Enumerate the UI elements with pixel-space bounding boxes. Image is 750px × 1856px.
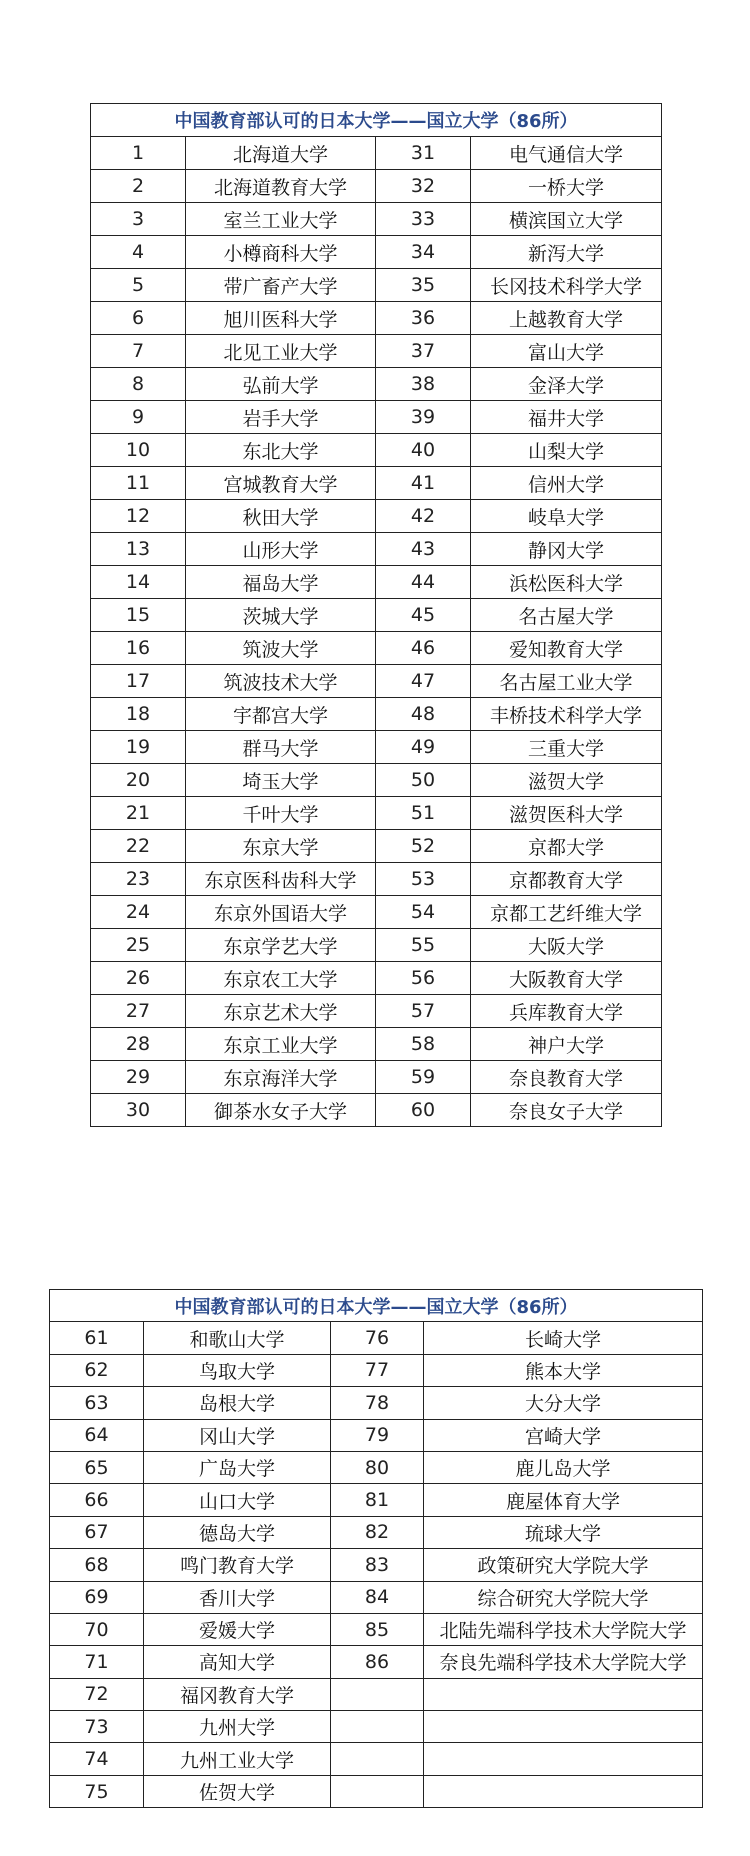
rank-number-right: 50 [376,764,471,797]
rank-number-right: 46 [376,632,471,665]
rank-number-right: 85 [331,1613,424,1645]
rank-number-right: 37 [376,335,471,368]
university-name-left: 爱媛大学 [144,1613,331,1645]
table-row [91,797,662,830]
table-row [91,1028,662,1061]
university-name-left: 宫城教育大学 [186,467,376,500]
rank-number-right: 52 [376,830,471,863]
university-name-right: 长冈技术科学大学 [471,269,662,302]
rank-number-right: 78 [331,1387,424,1419]
university-name-right: 京都大学 [471,830,662,863]
rank-number-left: 70 [50,1613,144,1645]
rank-number-left: 20 [91,764,186,797]
rank-number-right: 38 [376,368,471,401]
university-name-right: 浜松医科大学 [471,566,662,599]
rank-number-left: 73 [50,1711,144,1743]
table-row [50,1581,703,1613]
rank-number-right: 60 [376,1094,471,1127]
university-name-right [424,1711,703,1743]
university-name-right: 名古屋工业大学 [471,665,662,698]
university-name-right: 滋贺医科大学 [471,797,662,830]
university-name-right: 兵库教育大学 [471,995,662,1028]
table-row [91,698,662,731]
university-name-left: 东京学艺大学 [186,929,376,962]
university-name-left: 筑波大学 [186,632,376,665]
university-name-left: 岛根大学 [144,1387,331,1419]
university-name-left: 东京工业大学 [186,1028,376,1061]
university-name-right: 三重大学 [471,731,662,764]
rank-number-right: 53 [376,863,471,896]
rank-number-left: 61 [50,1322,144,1354]
rank-number-left: 5 [91,269,186,302]
university-name-right: 名古屋大学 [471,599,662,632]
university-name-right: 宫崎大学 [424,1419,703,1451]
table-row [91,995,662,1028]
university-name-left: 茨城大学 [186,599,376,632]
university-name-right: 富山大学 [471,335,662,368]
rank-number-left: 14 [91,566,186,599]
rank-number-left: 26 [91,962,186,995]
rank-number-right: 36 [376,302,471,335]
rank-number-right: 84 [331,1581,424,1613]
rank-number-right: 59 [376,1061,471,1094]
rank-number-left: 2 [91,170,186,203]
rank-number-left: 10 [91,434,186,467]
rank-number-left: 16 [91,632,186,665]
table-row [91,203,662,236]
rank-number-right [331,1775,424,1807]
rank-number-left: 23 [91,863,186,896]
university-name-right: 福井大学 [471,401,662,434]
rank-number-right: 48 [376,698,471,731]
university-name-right: 金泽大学 [471,368,662,401]
table-row [91,896,662,929]
university-name-left: 旭川医科大学 [186,302,376,335]
rank-number-right: 31 [376,137,471,170]
table-row [91,533,662,566]
table-row [91,632,662,665]
university-name-left: 御茶水女子大学 [186,1094,376,1127]
university-name-left: 北海道教育大学 [186,170,376,203]
table-row [91,962,662,995]
rank-number-left: 22 [91,830,186,863]
rank-number-right: 81 [331,1484,424,1516]
table-row [50,1613,703,1645]
rank-number-right [331,1711,424,1743]
university-name-right: 神户大学 [471,1028,662,1061]
university-name-right: 京都教育大学 [471,863,662,896]
rank-number-left: 9 [91,401,186,434]
university-name-right: 政策研究大学院大学 [424,1549,703,1581]
table-row [50,1451,703,1483]
rank-number-right: 76 [331,1322,424,1354]
university-name-right: 熊本大学 [424,1354,703,1386]
rank-number-left: 3 [91,203,186,236]
university-name-left: 和歌山大学 [144,1322,331,1354]
table-row [91,368,662,401]
university-name-left: 九州大学 [144,1711,331,1743]
rank-number-left: 21 [91,797,186,830]
university-name-left: 德岛大学 [144,1516,331,1548]
university-name-right: 静冈大学 [471,533,662,566]
rank-number-right: 43 [376,533,471,566]
rank-number-right: 86 [331,1646,424,1678]
university-name-left: 九州工业大学 [144,1743,331,1775]
table-title: 中国教育部认可的日本大学——国立大学（86所） [50,1290,703,1322]
table-row [50,1484,703,1516]
rank-number-left: 69 [50,1581,144,1613]
table-row [91,170,662,203]
university-name-left: 岩手大学 [186,401,376,434]
rank-number-right: 39 [376,401,471,434]
table-row [50,1549,703,1581]
university-name-left: 东京农工大学 [186,962,376,995]
table-row [91,764,662,797]
university-name-right: 一桥大学 [471,170,662,203]
university-name-left: 东京艺术大学 [186,995,376,1028]
table-row [91,1061,662,1094]
university-name-right: 山梨大学 [471,434,662,467]
table-row [91,302,662,335]
university-name-right: 奈良先端科学技术大学院大学 [424,1646,703,1678]
rank-number-left: 11 [91,467,186,500]
university-name-right: 大阪教育大学 [471,962,662,995]
university-name-left: 宇都宫大学 [186,698,376,731]
rank-number-left: 28 [91,1028,186,1061]
rank-number-right: 34 [376,236,471,269]
university-table-2 [49,1289,703,1808]
university-name-right: 上越教育大学 [471,302,662,335]
rank-number-right: 44 [376,566,471,599]
rank-number-left: 29 [91,1061,186,1094]
university-name-left: 东京海洋大学 [186,1061,376,1094]
rank-number-left: 67 [50,1516,144,1548]
table-title-row [50,1290,703,1322]
table-row [50,1743,703,1775]
rank-number-left: 18 [91,698,186,731]
table-row [91,665,662,698]
university-name-right: 丰桥技术科学大学 [471,698,662,731]
table-row [91,1094,662,1127]
table-row [91,434,662,467]
university-name-right: 电气通信大学 [471,137,662,170]
university-name-right: 琉球大学 [424,1516,703,1548]
rank-number-right: 83 [331,1549,424,1581]
university-name-left: 高知大学 [144,1646,331,1678]
university-name-left: 冈山大学 [144,1419,331,1451]
university-name-left: 佐贺大学 [144,1775,331,1807]
rank-number-left: 1 [91,137,186,170]
university-name-left: 秋田大学 [186,500,376,533]
table-row [50,1646,703,1678]
university-name-right: 大阪大学 [471,929,662,962]
table-row [91,500,662,533]
rank-number-right: 56 [376,962,471,995]
table-row [91,830,662,863]
university-name-right: 大分大学 [424,1387,703,1419]
university-name-right: 鹿儿岛大学 [424,1451,703,1483]
rank-number-left: 6 [91,302,186,335]
rank-number-left: 63 [50,1387,144,1419]
university-name-right: 爱知教育大学 [471,632,662,665]
university-table-1 [90,103,662,1127]
rank-number-right [331,1678,424,1710]
university-name-right: 北陆先端科学技术大学院大学 [424,1613,703,1645]
rank-number-left: 71 [50,1646,144,1678]
university-name-left: 福冈教育大学 [144,1678,331,1710]
university-name-right: 京都工艺纤维大学 [471,896,662,929]
university-name-left: 东京医科齿科大学 [186,863,376,896]
rank-number-right: 49 [376,731,471,764]
rank-number-left: 17 [91,665,186,698]
table-row [50,1775,703,1807]
table-row [91,863,662,896]
rank-number-left: 66 [50,1484,144,1516]
university-name-left: 埼玉大学 [186,764,376,797]
university-name-left: 东京外国语大学 [186,896,376,929]
university-name-left: 东京大学 [186,830,376,863]
university-name-right: 岐阜大学 [471,500,662,533]
university-name-right: 奈良女子大学 [471,1094,662,1127]
university-name-right [424,1775,703,1807]
university-name-right: 综合研究大学院大学 [424,1581,703,1613]
table-row [91,731,662,764]
university-name-right [424,1743,703,1775]
rank-number-left: 65 [50,1451,144,1483]
rank-number-right: 51 [376,797,471,830]
university-name-left: 带广畜产大学 [186,269,376,302]
rank-number-right: 79 [331,1419,424,1451]
rank-number-left: 4 [91,236,186,269]
rank-number-left: 62 [50,1354,144,1386]
university-name-left: 北见工业大学 [186,335,376,368]
table-row [91,467,662,500]
table-row [50,1678,703,1710]
table-row [91,269,662,302]
rank-number-left: 25 [91,929,186,962]
university-name-left: 山口大学 [144,1484,331,1516]
university-name-left: 室兰工业大学 [186,203,376,236]
rank-number-left: 30 [91,1094,186,1127]
table-row [91,566,662,599]
university-name-right [424,1678,703,1710]
rank-number-left: 19 [91,731,186,764]
table-row [50,1516,703,1548]
university-name-left: 鸟取大学 [144,1354,331,1386]
table-row [91,929,662,962]
university-name-right: 滋贺大学 [471,764,662,797]
rank-number-right: 35 [376,269,471,302]
university-name-left: 鸣门教育大学 [144,1549,331,1581]
rank-number-left: 74 [50,1743,144,1775]
university-name-left: 福岛大学 [186,566,376,599]
table-row [50,1322,703,1354]
rank-number-right: 45 [376,599,471,632]
university-name-left: 北海道大学 [186,137,376,170]
table-row [91,401,662,434]
university-name-right: 奈良教育大学 [471,1061,662,1094]
table-row [91,599,662,632]
rank-number-right: 41 [376,467,471,500]
rank-number-right: 47 [376,665,471,698]
university-name-left: 千叶大学 [186,797,376,830]
university-name-right: 长崎大学 [424,1322,703,1354]
university-name-left: 筑波技术大学 [186,665,376,698]
university-name-right: 新泻大学 [471,236,662,269]
university-name-left: 东北大学 [186,434,376,467]
rank-number-left: 15 [91,599,186,632]
university-name-right: 横滨国立大学 [471,203,662,236]
table-row [50,1419,703,1451]
table-row [91,137,662,170]
table-row [91,335,662,368]
table-row [91,236,662,269]
table-title: 中国教育部认可的日本大学——国立大学（86所） [91,104,662,137]
university-name-left: 群马大学 [186,731,376,764]
rank-number-left: 24 [91,896,186,929]
rank-number-right: 57 [376,995,471,1028]
university-name-left: 小樽商科大学 [186,236,376,269]
table-title-row [91,104,662,137]
rank-number-left: 75 [50,1775,144,1807]
rank-number-right: 42 [376,500,471,533]
university-name-left: 弘前大学 [186,368,376,401]
rank-number-left: 8 [91,368,186,401]
rank-number-right [331,1743,424,1775]
rank-number-left: 72 [50,1678,144,1710]
rank-number-right: 80 [331,1451,424,1483]
table-row [50,1711,703,1743]
rank-number-right: 55 [376,929,471,962]
university-name-left: 香川大学 [144,1581,331,1613]
rank-number-right: 58 [376,1028,471,1061]
university-name-right: 鹿屋体育大学 [424,1484,703,1516]
rank-number-right: 82 [331,1516,424,1548]
rank-number-left: 64 [50,1419,144,1451]
rank-number-right: 40 [376,434,471,467]
rank-number-left: 27 [91,995,186,1028]
rank-number-left: 12 [91,500,186,533]
table-row [50,1387,703,1419]
university-name-left: 山形大学 [186,533,376,566]
university-name-left: 广岛大学 [144,1451,331,1483]
rank-number-left: 13 [91,533,186,566]
rank-number-right: 32 [376,170,471,203]
rank-number-right: 33 [376,203,471,236]
university-name-right: 信州大学 [471,467,662,500]
rank-number-right: 77 [331,1354,424,1386]
table-row [50,1354,703,1386]
rank-number-right: 54 [376,896,471,929]
rank-number-left: 7 [91,335,186,368]
rank-number-left: 68 [50,1549,144,1581]
